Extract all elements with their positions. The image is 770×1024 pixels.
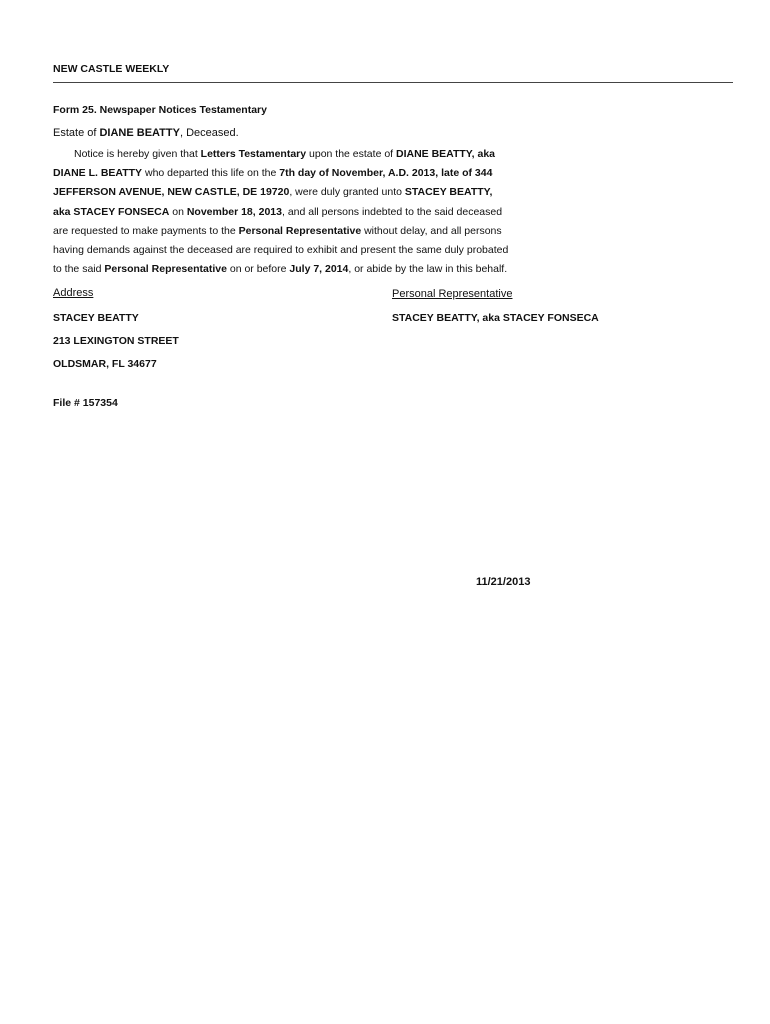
notice-bold: DIANE BEATTY, aka bbox=[396, 148, 495, 160]
address-city: OLDSMAR, FL 34677 bbox=[53, 358, 157, 370]
estate-suffix: , Deceased. bbox=[179, 127, 239, 139]
publication-date: 11/21/2013 bbox=[476, 576, 531, 588]
notice-text: who departed this life on the bbox=[142, 167, 280, 180]
notice-bold: STACEY BEATTY, bbox=[404, 186, 493, 199]
address-name: STACEY BEATTY bbox=[53, 312, 139, 324]
notice-line-3 bbox=[53, 183, 553, 202]
notice-text: to the said bbox=[53, 263, 105, 276]
estate-line bbox=[53, 127, 239, 139]
address-street: 213 LEXINGTON STREET bbox=[53, 335, 179, 347]
notice-bold: DIANE L. BEATTY bbox=[53, 167, 143, 180]
masthead-divider bbox=[53, 82, 733, 83]
address-heading: Address bbox=[53, 287, 94, 299]
representative-heading: Personal Representative bbox=[392, 288, 513, 300]
notice-body bbox=[53, 145, 553, 279]
notice-text: upon the estate of bbox=[306, 148, 396, 160]
notice-text: , were duly granted unto bbox=[289, 186, 405, 199]
notice-text: , and all persons indebted to the said deceased bbox=[281, 205, 503, 218]
notice-bold: Letters Testamentary bbox=[200, 148, 307, 160]
notice-text: on bbox=[169, 205, 187, 218]
notice-text: having demands against the deceased are required to exhibit and present the same duly probated bbox=[53, 244, 509, 257]
notice-bold: aka STACEY FONSECA bbox=[53, 205, 170, 218]
notice-bold: Personal Representative bbox=[238, 224, 362, 237]
notice-bold: JEFFERSON AVENUE, NEW CASTLE, DE 19720 bbox=[53, 186, 290, 199]
estate-prefix: Estate of bbox=[53, 127, 100, 139]
notice-bold: July 7, 2014 bbox=[289, 263, 349, 276]
deceased-name: DIANE BEATTY bbox=[99, 127, 180, 139]
notice-line-1 bbox=[53, 145, 553, 164]
notice-bold: 7th day of November, A.D. 2013, late of 344 bbox=[279, 167, 493, 180]
notice-line-4 bbox=[53, 203, 553, 222]
notice-text: are requested to make payments to the bbox=[53, 224, 239, 237]
notice-bold: Personal Representative bbox=[104, 263, 227, 276]
form-title: Form 25. Newspaper Notices Testamentary bbox=[53, 104, 267, 116]
notice-line-2 bbox=[53, 164, 553, 183]
notice-line-7 bbox=[53, 260, 553, 279]
notice-line-5 bbox=[53, 222, 553, 241]
newspaper-masthead: NEW CASTLE WEEKLY bbox=[53, 63, 170, 75]
notice-text: without delay, and all persons bbox=[361, 224, 502, 237]
file-number: File # 157354 bbox=[53, 397, 118, 409]
notice-text: , or abide by the law in this behalf. bbox=[348, 263, 508, 276]
representative-name: STACEY BEATTY, aka STACEY FONSECA bbox=[392, 312, 599, 324]
notice-text: Notice is hereby given that bbox=[74, 148, 201, 160]
notice-text: on or before bbox=[226, 263, 290, 276]
notice-line-6 bbox=[53, 241, 553, 260]
notice-bold: November 18, 2013 bbox=[186, 205, 282, 218]
